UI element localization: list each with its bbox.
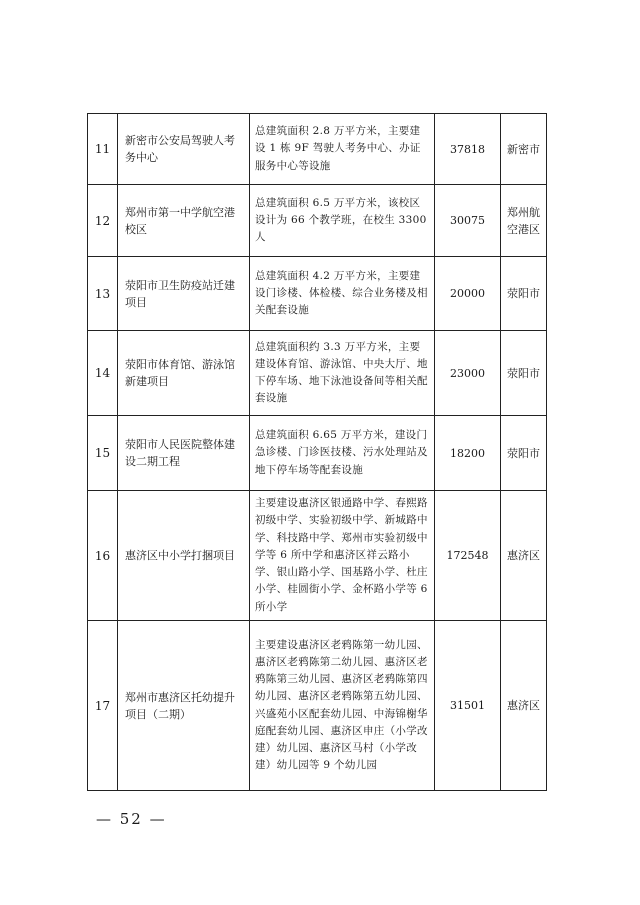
- row-number: 11: [88, 114, 118, 185]
- region: 荥阳市: [501, 331, 547, 416]
- row-number: 14: [88, 331, 118, 416]
- row-number: 16: [88, 491, 118, 621]
- project-name: 新密市公安局驾驶人考务中心: [118, 114, 250, 185]
- region: 惠济区: [501, 491, 547, 621]
- project-name: 荥阳市体育馆、游泳馆新建项目: [118, 331, 250, 416]
- row-number: 13: [88, 257, 118, 331]
- project-description: 总建筑面积 6.65 万平方米，建设门急诊楼、门诊医技楼、污水处理站及地下停车场等配套设施: [250, 416, 435, 491]
- project-name: 惠济区中小学打捆项目: [118, 491, 250, 621]
- project-name: 荥阳市卫生防疫站迁建项目: [118, 257, 250, 331]
- projects-table: [87, 113, 547, 791]
- region: 郑州航空港区: [501, 185, 547, 257]
- investment-amount: 37818: [435, 114, 501, 185]
- row-number: 17: [88, 621, 118, 791]
- region: 新密市: [501, 114, 547, 185]
- investment-amount: 20000: [435, 257, 501, 331]
- project-description: 总建筑面积 2.8 万平方米，主要建设 1 栋 9F 驾驶人考务中心、办证服务中心等设施: [250, 114, 435, 185]
- region: 惠济区: [501, 621, 547, 791]
- table-row: [88, 491, 547, 621]
- table-row: [88, 416, 547, 491]
- investment-amount: 30075: [435, 185, 501, 257]
- row-number: 15: [88, 416, 118, 491]
- table-row: [88, 621, 547, 791]
- row-number: 12: [88, 185, 118, 257]
- table-row: [88, 257, 547, 331]
- project-description: 主要建设惠济区老鸦陈第一幼儿园、惠济区老鸦陈第二幼儿园、惠济区老鸦陈第三幼儿园、惠济区老鸦陈第四幼儿园、惠济区老鸦陈第五幼儿园、兴盛苑小区配套幼儿园、中海锦榭华庭配套幼儿园、惠济区申庄（小学改建）幼儿园、惠济区马村（小学改建）幼儿园等 9 个幼儿园: [250, 621, 435, 791]
- project-description: 总建筑面积 4.2 万平方米，主要建设门诊楼、体检楼、综合业务楼及相关配套设施: [250, 257, 435, 331]
- investment-amount: 18200: [435, 416, 501, 491]
- project-name: 郑州市惠济区托幼提升项目（二期）: [118, 621, 250, 791]
- investment-amount: 172548: [435, 491, 501, 621]
- project-description: 总建筑面积 6.5 万平方米，该校区设计为 66 个教学班，在校生 3300 人: [250, 185, 435, 257]
- page-number: — 52 —: [96, 810, 167, 828]
- project-description: 总建筑面积约 3.3 万平方米，主要建设体育馆、游泳馆、中央大厅、地下停车场、地下泳池设备间等相关配套设施: [250, 331, 435, 416]
- table-row: [88, 114, 547, 185]
- project-name: 郑州市第一中学航空港校区: [118, 185, 250, 257]
- project-name: 荥阳市人民医院整体建设二期工程: [118, 416, 250, 491]
- table-row: [88, 185, 547, 257]
- investment-amount: 23000: [435, 331, 501, 416]
- table-row: [88, 331, 547, 416]
- project-description: 主要建设惠济区银通路中学、春熙路初级中学、实验初级中学、新城路中学、科技路中学、郑州市实验初级中学等 6 所中学和惠济区祥云路小学、银山路小学、国基路小学、杜庄小学、桂圆街小学、金杯路小学等 6 所小学: [250, 491, 435, 621]
- region: 荥阳市: [501, 257, 547, 331]
- investment-amount: 31501: [435, 621, 501, 791]
- region: 荥阳市: [501, 416, 547, 491]
